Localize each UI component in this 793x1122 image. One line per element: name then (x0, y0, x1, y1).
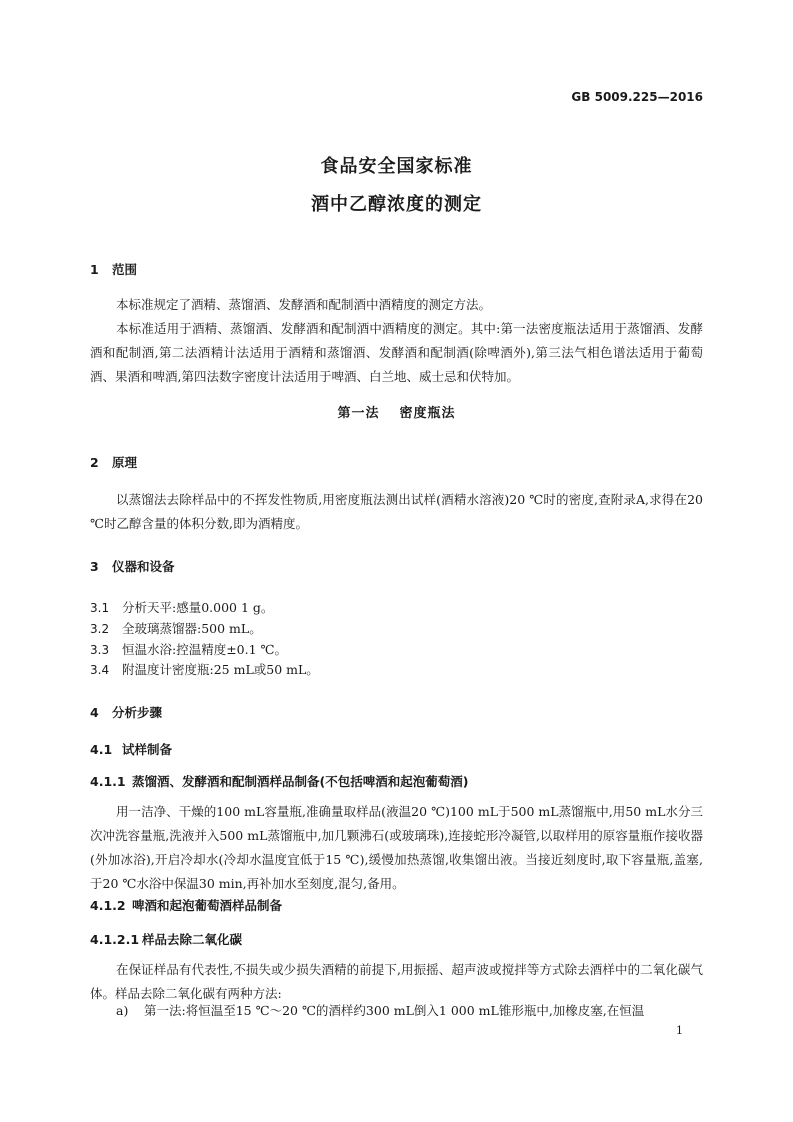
section-number: 2 (90, 455, 99, 470)
section-number: 3 (90, 559, 99, 574)
list-item (90, 660, 319, 678)
subsection-4-1-2-1-heading (90, 930, 242, 948)
item-text: 第一法:将恒温至15 ℃～20 ℃的酒样约300 mL倒入1 000 mL锥形瓶中,加橡皮塞,在恒温 (144, 1003, 645, 1018)
section-number: 4.1.2.1 (90, 932, 140, 947)
section-title: 样品去除二氧化碳 (142, 932, 243, 947)
section-title: 试样制备 (122, 742, 173, 757)
subsection-4-1-1-paragraph: 用一洁净、干燥的100 mL容量瓶,准确量取样品(液温20 ℃)100 mL于500 mL蒸馏瓶中,用50 mL水分三次冲洗容量瓶,洗液并入500 mL蒸馏瓶中,加几颗沸石(或玻璃珠),连接蛇形冷凝管,以取样用的原容量瓶作接收器(外加冰浴),开启冷却水(冷却水温度宜低于15 ℃),缓慢加热蒸馏,收集馏出液。当接近刻度时,取下容量瓶,盖塞,于20 ℃水浴中保温30 min,再补加水至刻度,混匀,备用。 (90, 804, 703, 891)
item-text: 全玻璃蒸馏器:500 mL。 (122, 621, 262, 636)
section-title: 仪器和设备 (112, 559, 175, 574)
item-text: 恒温水浴:控温精度±0.1 ℃。 (122, 642, 288, 657)
section-1-paragraph-2: 本标准适用于酒精、蒸馏酒、发酵酒和配制酒中酒精度的测定。其中:第一法密度瓶法适用于蒸馏酒、发酵酒和配制酒,第二法酒精计法适用于酒精和蒸馏酒、发酵酒和配制酒(除啤酒外),第三法气相色谱法适用于葡萄酒、果酒和啤酒,第四法数字密度计法适用于啤酒、白兰地、威士忌和伏特加。 (90, 321, 703, 384)
section-number: 4.1 (90, 742, 113, 757)
section-1-paragraph-1: 本标准规定了酒精、蒸馏酒、发酵酒和配制酒中酒精度的测定方法。 (116, 297, 492, 312)
section-title: 分析步骤 (112, 705, 163, 720)
list-item (90, 619, 262, 637)
section-2-paragraph: 以蒸馏法去除样品中的不挥发性物质,用密度瓶法测出试样(酒精水溶液)20 ℃时的密度,查附录A,求得在20 ℃时乙醇含量的体积分数,即为酒精度。 (90, 492, 703, 531)
subsection-4-1-2-1-paragraph: 在保证样品有代表性,不损失或少损失酒精的前提下,用振摇、超声波或搅拌等方式除去酒样中的二氧化碳气体。样品去除二氧化碳有两种方法: (90, 962, 703, 1001)
item-number: 3.2 (90, 622, 110, 636)
list-item (90, 598, 273, 616)
page-number: 1 (676, 1024, 683, 1037)
section-number: 4 (90, 705, 99, 720)
section-number: 1 (90, 262, 99, 277)
list-item (116, 1001, 644, 1019)
item-text: 分析天平:感量0.000 1 g。 (122, 600, 274, 615)
section-number: 4.1.1 (90, 774, 126, 789)
method-number: 第一法 (337, 406, 380, 421)
item-number: 3.1 (90, 601, 110, 615)
item-text: 附温度计密度瓶:25 mL或50 mL。 (122, 662, 319, 677)
section-title: 范围 (112, 262, 138, 277)
method-title: 密度瓶法 (399, 406, 456, 421)
subsection-4-1-heading (90, 740, 172, 758)
section-number: 4.1.2 (90, 898, 126, 913)
item-number: a) (116, 1003, 129, 1018)
doc-title-line2: 酒中乙醇浓度的测定 (311, 194, 482, 215)
section-4-heading (90, 703, 162, 721)
section-1-heading (90, 260, 137, 278)
doc-title-line1: 食品安全国家标准 (320, 156, 473, 177)
method-1-heading (0, 402, 793, 421)
standard-number: GB 5009.225—2016 (571, 90, 703, 104)
section-2-heading (90, 453, 137, 471)
section-title: 啤酒和起泡葡萄酒样品制备 (132, 898, 283, 913)
list-item (90, 640, 287, 658)
item-number: 3.4 (90, 663, 110, 677)
section-title: 蒸馏酒、发酵酒和配制酒样品制备(不包括啤酒和起泡葡萄酒) (132, 774, 469, 789)
section-3-heading (90, 557, 175, 575)
subsection-4-1-1-heading (90, 772, 468, 790)
item-number: 3.3 (90, 643, 110, 657)
section-title: 原理 (112, 455, 138, 470)
subsection-4-1-2-heading (90, 896, 282, 914)
